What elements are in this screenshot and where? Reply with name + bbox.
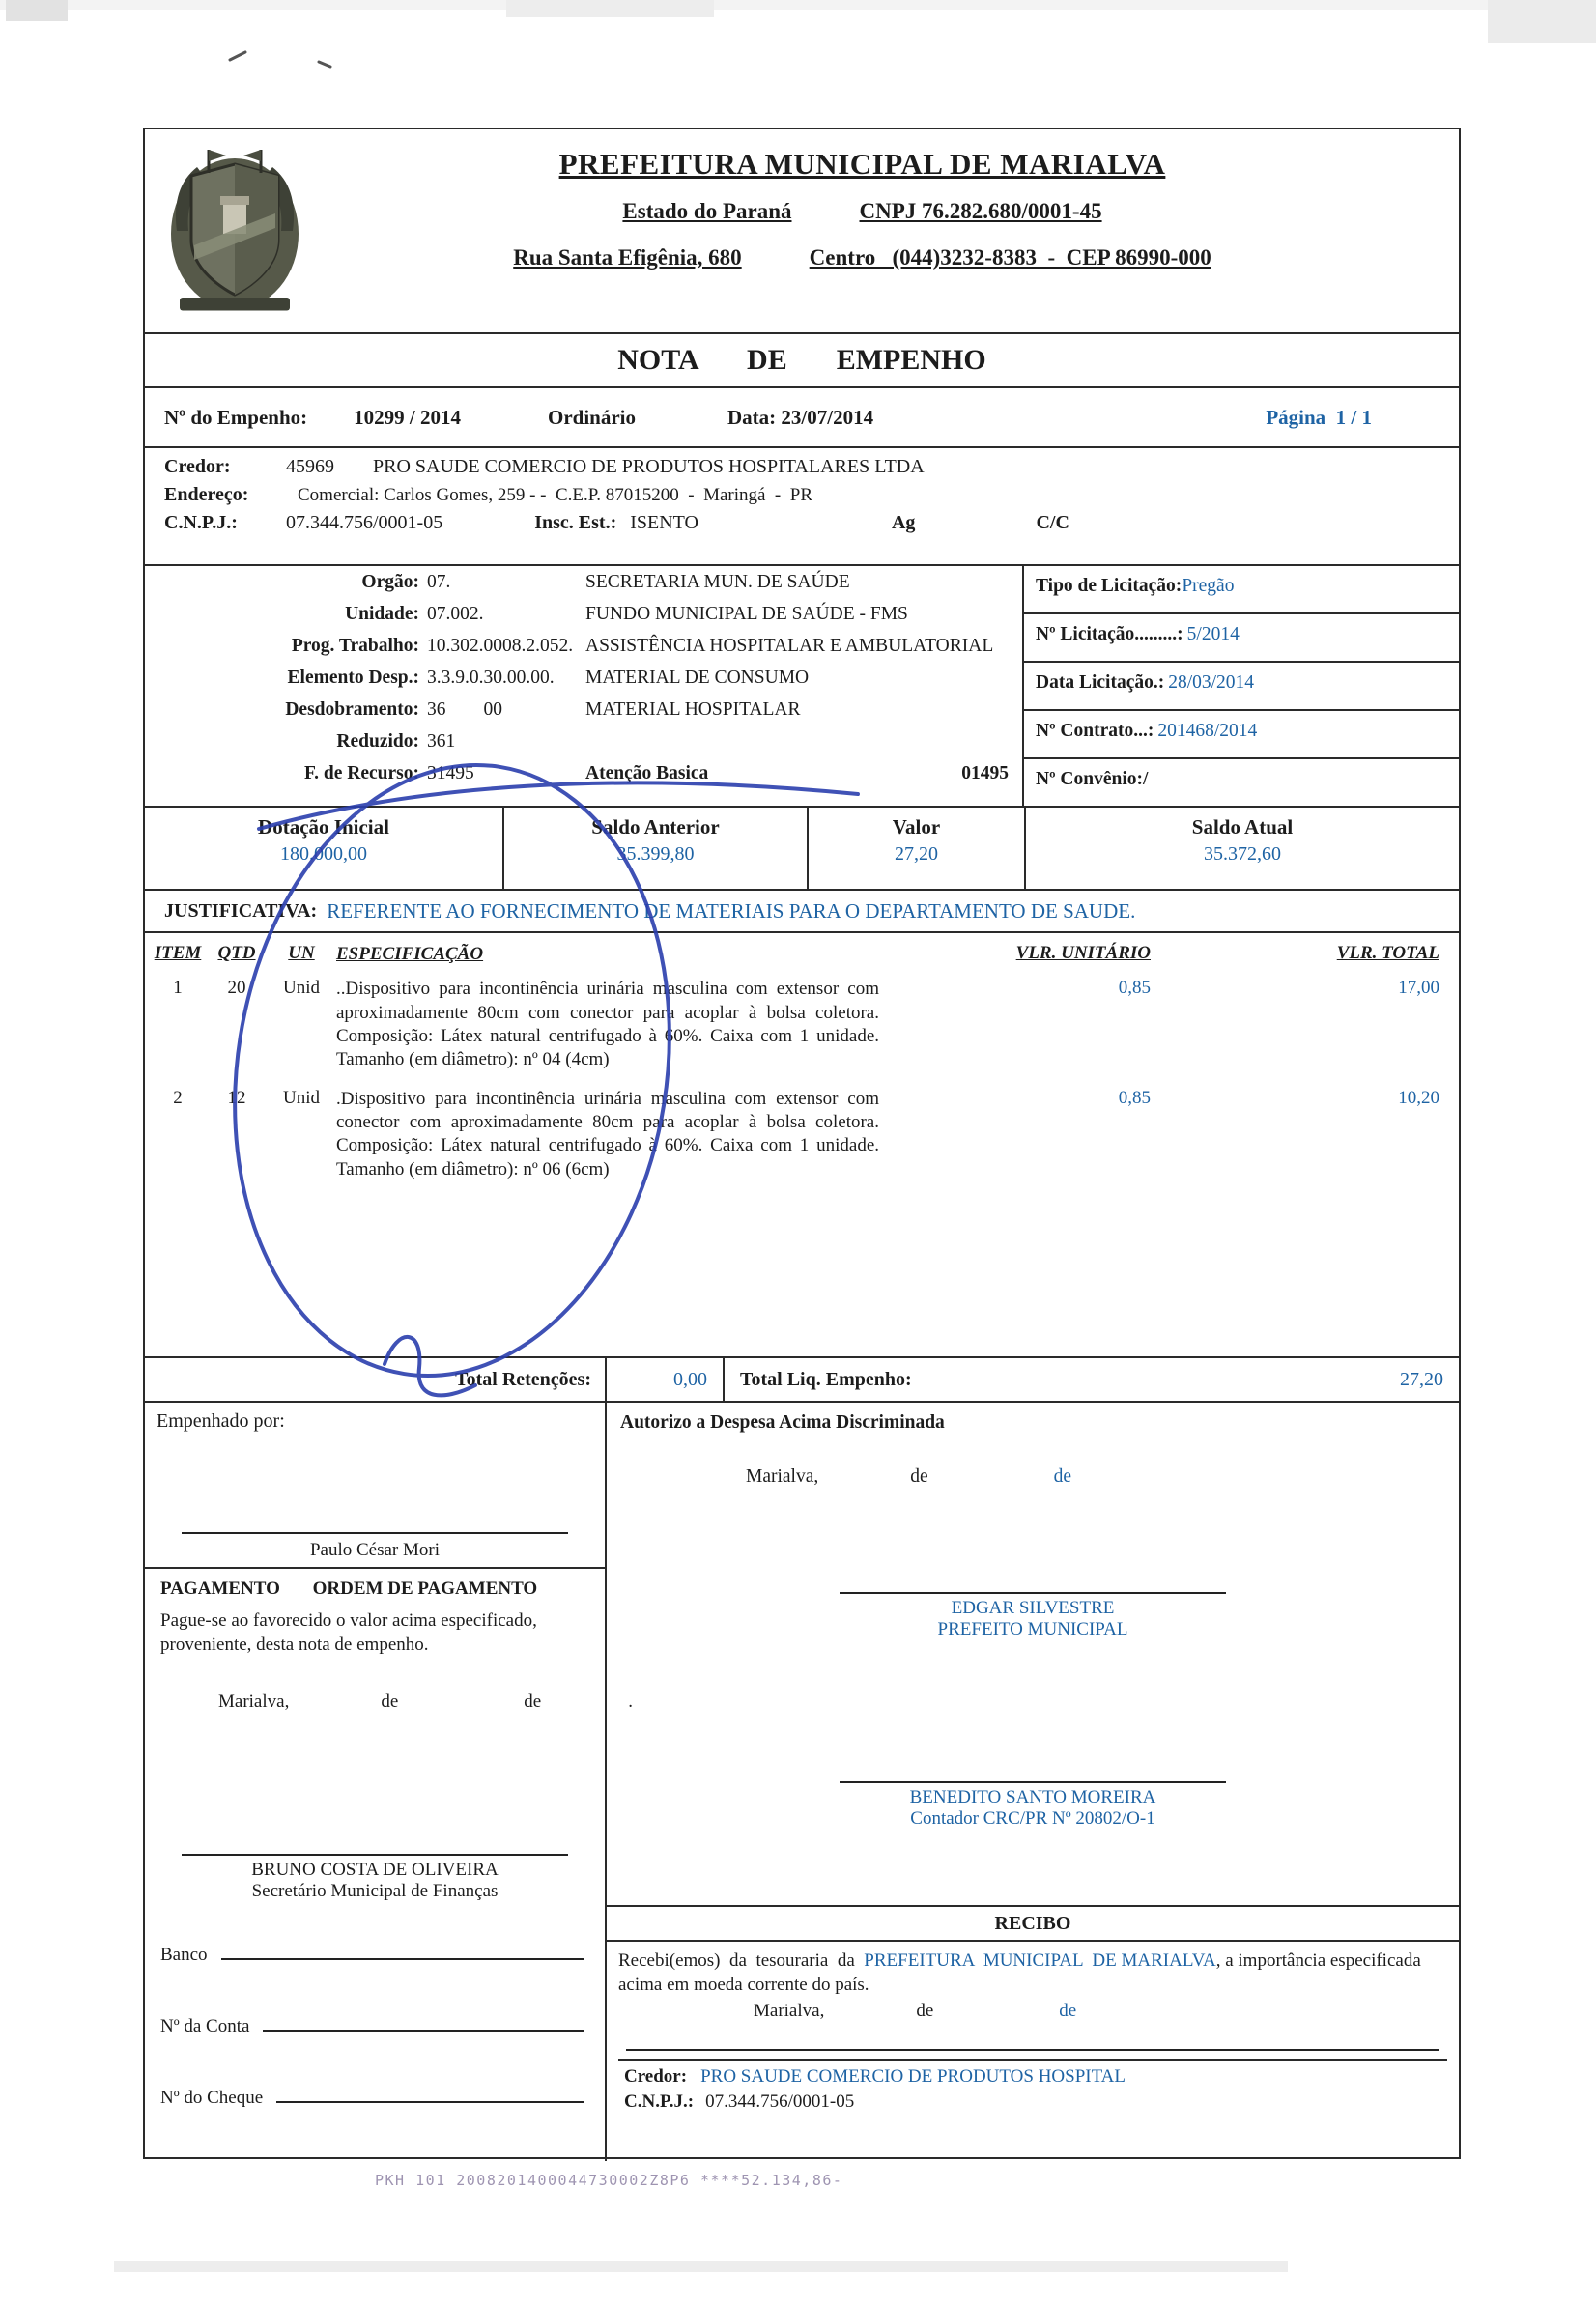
scan-artifact (6, 0, 68, 21)
empenhado-por-block (145, 1403, 605, 1569)
cheque-row (160, 2088, 589, 2109)
finance-secretary-title: Secretário Municipal de Finanças (251, 1881, 499, 1902)
saldo-atual-cell: Saldo Atual 35.372,60 (1191, 815, 1294, 865)
document-title: NOTA DE EMPENHO (145, 334, 1459, 388)
pagamento-text: Pague-se ao favorecido o valor acima especificado, proveniente, desta nota de empenho. (160, 1610, 542, 1655)
credor-block (145, 448, 1459, 566)
banco-fill-line (221, 1958, 584, 1960)
banco-row (160, 1945, 589, 1966)
signature-line (840, 1592, 1226, 1594)
licitacao-column (1022, 566, 1459, 806)
accountant-title: Contador CRC/PR Nº 20802/O-1 (910, 1808, 1155, 1829)
justificativa-label: JUSTIFICATIVA: (164, 899, 318, 922)
classificacao-column (145, 566, 1022, 806)
num-convenio-row: Nº Convênio:/ (1036, 769, 1149, 789)
scan-artifact (1488, 0, 1596, 43)
orgao-row: Orgão: 07. SECRETARIA MUN. DE SAÚDE (361, 572, 850, 592)
recibo-title: RECIBO (607, 1907, 1459, 1942)
org-street: Rua Santa Efigênia, 680 (513, 245, 742, 270)
signature-line (840, 1781, 1226, 1783)
reduzido-row: Reduzido: 361 (336, 731, 456, 752)
total-liq-label: Total Liq. Empenho: (740, 1368, 912, 1390)
signatures-area (145, 1403, 1459, 2161)
conta-label: Nº da Conta (160, 2016, 250, 2037)
justificativa-row (145, 891, 1459, 933)
nota-de-empenho-form (143, 128, 1461, 2159)
cnpj-label: C.N.P.J.: (164, 512, 238, 533)
total-liq-value: 27,20 (1400, 1368, 1443, 1390)
scan-artifact (506, 0, 714, 17)
orcamento-block (145, 566, 1459, 808)
dotacao-inicial-cell: Dotação Inicial 180.000,00 (145, 808, 504, 889)
date-line: Marialva, de de (746, 1466, 1072, 1487)
recibo-text: Recebi(emos) da tesouraria da PREFEITURA MUNICIPAL DE MARIALVA, a importância especificada acima em moeda corrente do país. (618, 1950, 1426, 1995)
org-address (324, 245, 1401, 270)
dot-matrix-print-line: PKH 101 2008201400044730002Z8P6 ****52.134,86- (375, 2172, 843, 2189)
org-cnpj: CNPJ 76.282.680/0001-45 (859, 199, 1102, 223)
conta-row (160, 2016, 589, 2037)
fonte-recurso-extra: 01495 (961, 763, 1009, 783)
credor-code: 45969 (286, 456, 334, 477)
fonte-recurso-row: F. de Recurso: 31495 Atenção Basica 01495 (304, 763, 1009, 783)
org-state-cnpj (324, 199, 1401, 224)
ag-label: Ag (891, 512, 916, 533)
item-row: 2 12 Unid .Dispositivo para incontinência urinária masculina com extensor com conector com aproximadamente 80cm para acoplar à bolsa coletora. Composição: Látex natural centrifugado à 60%. Caixa com 1 unidade. Tamanho (em diâmetro): nº 06 (6cm) 0,85 10,20 (173, 1087, 1439, 1180)
footer-left-column (145, 1403, 633, 2161)
autorizo-title: Autorizo a Despesa Acima Discriminada (620, 1412, 945, 1433)
items-table (145, 933, 1459, 1358)
recibo-cnpj-label: C.N.P.J.: (624, 2091, 695, 2113)
accountant-name: BENEDITO SANTO MOREIRA (909, 1787, 1156, 1807)
conta-fill-line (263, 2030, 584, 2032)
endereco-value: Comercial: Carlos Gomes, 259 - - C.E.P. 87015200 - Maringá - PR (298, 485, 813, 505)
tipo-licitacao-row: Tipo de Licitação:Pregão (1024, 566, 1459, 614)
total-retencoes-value: 0,00 (607, 1358, 725, 1401)
finance-secretary-name: BRUNO COSTA DE OLIVEIRA (251, 1860, 499, 1881)
ordem-pagamento-title: ORDEM DE PAGAMENTO (312, 1579, 538, 1599)
valor-cell: Valor 27,20 (809, 808, 1026, 889)
cc-label: C/C (1036, 512, 1069, 533)
pen-mark-top-left (230, 52, 245, 60)
credor-name: PRO SAUDE COMERCIO DE PRODUTOS HOSPITALARES LTDA (373, 456, 925, 477)
empenho-type: Ordinário (547, 405, 636, 429)
signature-line (182, 1854, 568, 1856)
recibo-credor-row (618, 2059, 1447, 2088)
empenho-number: 10299 / 2014 (354, 405, 461, 429)
empenho-date: Data: 23/07/2014 (727, 405, 874, 429)
items-header-row: ITEM QTD UN ESPECIFICAÇÃO VLR. UNITÁRIO VLR. TOTAL (154, 943, 1439, 964)
banco-label: Banco (160, 1945, 208, 1966)
scan-artifact (0, 0, 1596, 10)
footer-right-column (607, 1403, 1459, 2161)
document-header (145, 129, 1459, 334)
page-indicator: Página 1 / 1 (1266, 405, 1372, 429)
elemento-desp-row: Elemento Desp.: 3.3.9.0.30.00.00. MATERIAL DE CONSUMO (287, 668, 810, 688)
pagamento-block (145, 1569, 633, 2161)
mayor-name: EDGAR SILVESTRE (951, 1598, 1115, 1618)
org-district-phone: Centro (044)3232-8383 - CEP 86990-000 (809, 245, 1211, 270)
num-licitacao-row: Nº Licitação.........: 5/2014 (1024, 614, 1459, 663)
dotacao-table (145, 808, 1459, 891)
scan-artifact (114, 2261, 1288, 2272)
total-retencoes-label: Total Retenções: (145, 1358, 607, 1401)
recibo-cnpj-row (618, 2088, 1447, 2119)
prog-trabalho-row: Prog. Trabalho: 10.302.0008.2.052. ASSISTÊNCIA HOSPITALAR E AMBULATORIAL (291, 636, 994, 656)
autorizacao-block (607, 1403, 1459, 1907)
pen-mark-top-left-2 (319, 62, 330, 67)
empenho-number-label: Nº do Empenho: (164, 405, 308, 429)
totals-row (145, 1358, 1459, 1403)
insc-label: Insc. Est.: (534, 512, 617, 533)
cheque-label: Nº do Cheque (160, 2088, 264, 2109)
num-contrato-row: Nº Contrato...: 201468/2014 (1024, 711, 1459, 759)
recibo-credor-label: Credor: (624, 2066, 688, 2088)
municipal-crest-logo (145, 129, 324, 332)
item-row: 1 20 Unid ..Dispositivo para incontinência urinária masculina com extensor com aproximadamente 80cm com conector para acoplar à bolsa coletora. Composição: Látex natural centrifugado à 60%. Caixa com 1 unidade. Tamanho (em diâmetro): nº 04 (4cm) 0,85 17,00 (173, 978, 1439, 1070)
signature-line (626, 2049, 1439, 2051)
insc-value: ISENTO (630, 512, 698, 533)
credor-label: Credor: (164, 456, 231, 477)
data-licitacao-row: Data Licitação.: 28/03/2014 (1024, 663, 1459, 711)
pagamento-title: PAGAMENTO (160, 1579, 280, 1599)
empenho-row (145, 388, 1459, 448)
saldo-anterior-cell: Saldo Anterior 35.399,80 (504, 808, 809, 889)
signature-line (182, 1532, 568, 1534)
mayor-title: PREFEITO MUNICIPAL (937, 1619, 1128, 1639)
endereco-label: Endereço: (164, 484, 249, 505)
empenhado-signatory: Paulo César Mori (309, 1540, 441, 1560)
date-line: Marialva, de de (754, 2001, 1077, 2022)
recibo-block (607, 1942, 1459, 2161)
date-line: Marialva, de de . (218, 1692, 633, 1713)
crest-icon (162, 144, 307, 318)
recibo-credor-value: PRO SAUDE COMERCIO DE PRODUTOS HOSPITAL (700, 2066, 1126, 2088)
desdobramento-row: Desdobramento: 36 00 MATERIAL HOSPITALAR (285, 699, 801, 720)
empenhado-label: Empenhado por: (157, 1410, 285, 1432)
org-name: PREFEITURA MUNICIPAL DE MARIALVA (558, 147, 1166, 181)
org-state: Estado do Paraná (622, 199, 792, 223)
cnpj-value: 07.344.756/0001-05 (286, 512, 443, 533)
recibo-cnpj-value: 07.344.756/0001-05 (705, 2091, 855, 2113)
cheque-fill-line (276, 2101, 584, 2103)
unidade-row: Unidade: 07.002. FUNDO MUNICIPAL DE SAÚDE - FMS (345, 604, 908, 624)
justificativa-text: REFERENTE AO FORNECIMENTO DE MATERIAIS PARA O DEPARTAMENTO DE SAUDE. (327, 898, 1136, 923)
